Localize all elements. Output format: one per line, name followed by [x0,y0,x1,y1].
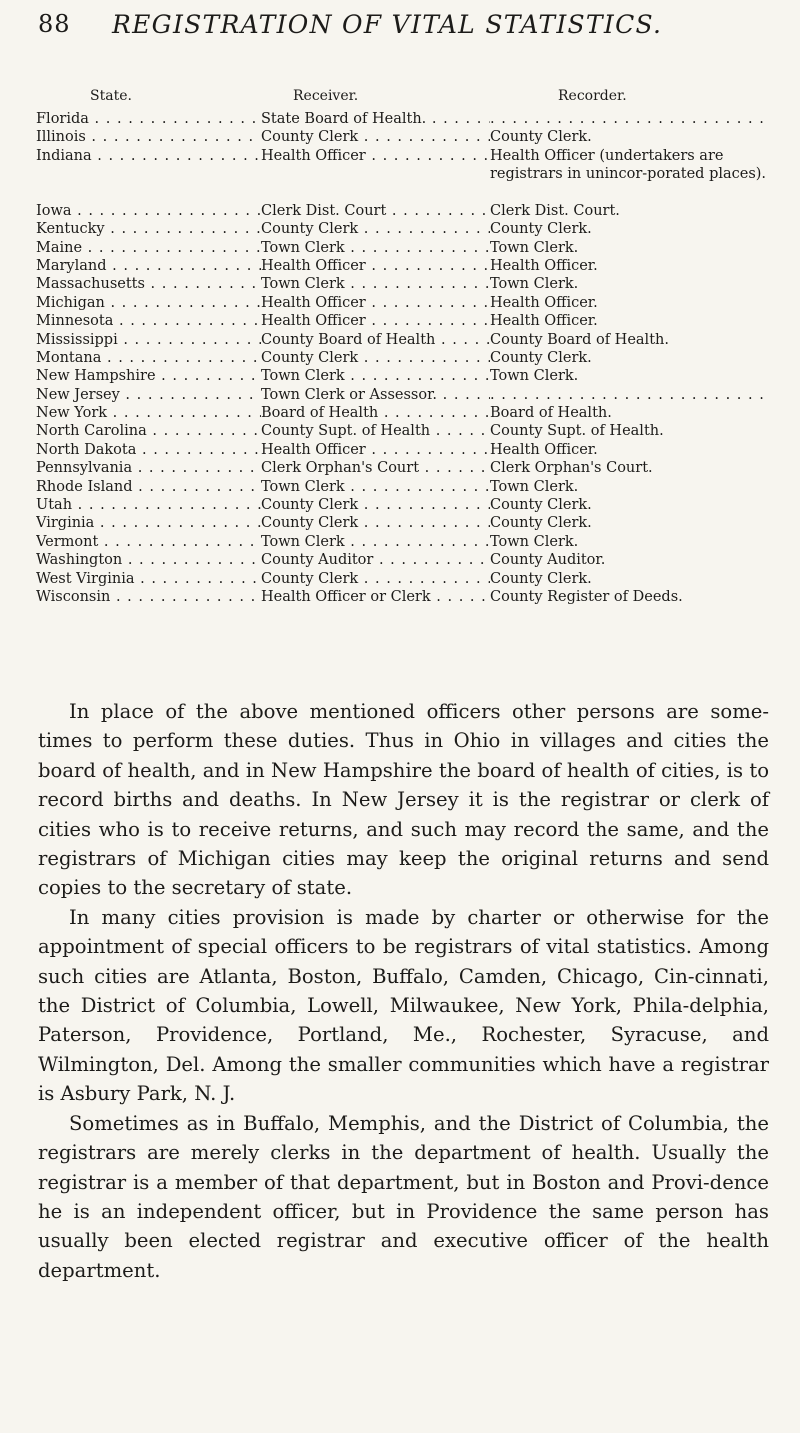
receiver-cell: County Auditor . . . [261,551,490,569]
receiver-cell: Health Officer . . . [261,312,490,330]
table-row [36,367,771,385]
table-row [36,331,771,349]
table-row [36,220,771,238]
state-cell: North Carolina . . . [36,422,261,440]
receiver-cell: Town Clerk . . . [261,275,490,293]
table-row [36,275,771,293]
recorder-cell: County Clerk. [490,570,592,587]
recorder-cell: County Clerk. [490,221,592,238]
recorder-cell: Town Clerk. [490,276,579,293]
receiver-cell: County Clerk . . . [261,570,490,588]
recorder-cell: Clerk Dist. Court. [490,202,620,219]
recorder-cell: Town Clerk. [490,533,579,550]
paragraph: In many cities provision is made by charter or otherwise for the appointment of special officers to be registrars of vital statistics. Among such cities are Atlanta, Boston, Buffalo, Camden, Chicago, Cin-cinnati, the District of Columbia, Lowell, Milwaukee, New York, Phila-delphia, Paterson, Providence, Portland, Me., Rochester, Syracuse, and Wilmington, Del. Among the smaller communities which have a registrar is Asbury Park, N. J. [38,905,769,1106]
state-cell: New Hampshire . . . [36,367,261,385]
state-cell: Montana . . . [36,349,261,367]
table-row [36,588,771,606]
table-row [36,551,771,569]
state-cell: Minnesota . . . [36,312,261,330]
receiver-cell: County Clerk . . . [261,128,490,146]
receiver-cell: Clerk Dist. Court . . . [261,202,490,220]
table-row [36,239,771,257]
recorder-cell: County Clerk. [490,349,592,366]
recorder-cell: Town Clerk. [490,478,579,495]
recorder-cell: County Auditor. [490,552,606,569]
table-row [36,349,771,367]
state-cell: Indiana . . . [36,147,261,165]
recorder-cell: Health Officer. [490,257,598,274]
receiver-cell: County Clerk . . . [261,496,490,514]
table-row [36,478,771,496]
recorder-cell: County Register of Deeds. [490,588,683,605]
receiver-cell: County Clerk . . . [261,349,490,367]
table-row [36,386,771,404]
recorder-cell: Town Clerk. [490,368,579,385]
table-row [36,294,771,312]
recorder-cell: County Supt. of Health. [490,423,664,440]
state-cell: New Jersey . . . [36,386,261,404]
body-text [38,697,769,1285]
state-cell: Utah . . . [36,496,261,514]
recorder-cell: County Clerk. [490,497,592,514]
paragraph: Sometimes as in Buffalo, Memphis, and the District of Columbia, the registrars are merely clerks in the department of health. Usually the registrar is a member of that department, but in Boston and Provi-dence he is an independent officer, but in Providence the same person has usually been elected registrar and executive officer of the health department. [38,1111,769,1282]
state-cell: Wisconsin . . . [36,588,261,606]
receiver-cell: Town Clerk . . . [261,367,490,385]
table-row [36,404,771,422]
receiver-cell: Town Clerk . . . [261,533,490,551]
receiver-cell: Town Clerk . . . [261,239,490,257]
state-cell: Pennsylvania . . . [36,459,261,477]
receiver-cell: County Clerk . . . [261,220,490,238]
state-cell: Kentucky . . . [36,220,261,238]
state-cell: Massachusetts . . . [36,275,261,293]
state-cell: Maine . . . [36,239,261,257]
state-cell: Washington . . . [36,551,261,569]
state-cell: Mississippi . . . [36,331,261,349]
table-row [36,128,771,146]
receiver-cell: Health Officer . . . [261,294,490,312]
state-cell: New York . . . [36,404,261,422]
recorder-cell: Board of Health. [490,405,612,422]
state-cell: Virginia . . . [36,514,261,532]
receiver-cell: Health Officer . . . [261,147,490,165]
receiver-cell: Board of Health . . . [261,404,490,422]
receiver-cell: State Board of Health. . . . [261,110,490,128]
receiver-cell: Town Clerk or Assessor. . . . [261,386,490,404]
receiver-cell: County Clerk . . . [261,514,490,532]
receiver-cell: Clerk Orphan's Court . . . [261,459,490,477]
table-row [36,422,771,440]
table-row [36,441,771,459]
column-header-receiver: Receiver. [293,88,359,104]
receiver-cell: Health Officer or Clerk . . . [261,588,490,606]
recorder-cell: Clerk Orphan's Court. [490,460,653,477]
receiver-cell: County Board of Health . . . [261,331,490,349]
recorder-cell: Health Officer (undertakers are registrars in unincor-porated places). [490,147,767,183]
receiver-cell: Town Clerk . . . [261,478,490,496]
table-row [36,514,771,532]
paragraph: In place of the above mentioned officers other persons are some-times to perform these duties. Thus in Ohio in villages and cities the board of health, and in New Hampshire the board of health of cities, is to record births and deaths. In New Jersey it is the registrar or clerk of cities who is to receive returns, and such may record the same, and the registrars of Michigan cities may keep the original returns and send copies to the secretary of state. [38,700,769,900]
column-headers [36,88,771,110]
page-number: 88 [38,10,71,38]
recorder-cell: Town Clerk. [490,239,579,256]
column-header-state: State. [90,88,132,104]
receiver-cell: County Supt. of Health . . . [261,422,490,440]
table-row [36,496,771,514]
state-cell: Michigan . . . [36,294,261,312]
table-row [36,147,771,202]
recorder-cell [490,110,790,128]
table-row [36,533,771,551]
state-cell: North Dakota . . . [36,441,261,459]
table-body [36,110,771,606]
state-cell: West Virginia . . . [36,570,261,588]
recorder-cell: County Clerk. [490,515,592,532]
recorder-cell: Health Officer. [490,294,598,311]
state-cell: Rhode Island . . . [36,478,261,496]
state-cell: Maryland . . . [36,257,261,275]
registration-table [36,88,771,606]
receiver-cell: Health Officer . . . [261,257,490,275]
receiver-cell: Health Officer . . . [261,441,490,459]
recorder-cell: County Board of Health. [490,331,669,348]
state-cell: Illinois . . . [36,128,261,146]
state-cell: Vermont . . . [36,533,261,551]
recorder-cell: County Clerk. [490,129,592,146]
table-row [36,312,771,330]
recorder-cell: Health Officer. [490,313,598,330]
table-row [36,257,771,275]
state-cell: Iowa . . . [36,202,261,220]
recorder-cell: Health Officer. [490,441,598,458]
page-header [38,8,778,48]
running-title: REGISTRATION OF VITAL STATISTICS. [112,10,663,39]
table-row [36,110,771,128]
table-row [36,202,771,220]
table-row [36,570,771,588]
state-cell: Florida . . . [36,110,261,128]
recorder-cell [490,386,790,404]
table-row [36,459,771,477]
column-header-recorder: Recorder. [558,88,627,104]
